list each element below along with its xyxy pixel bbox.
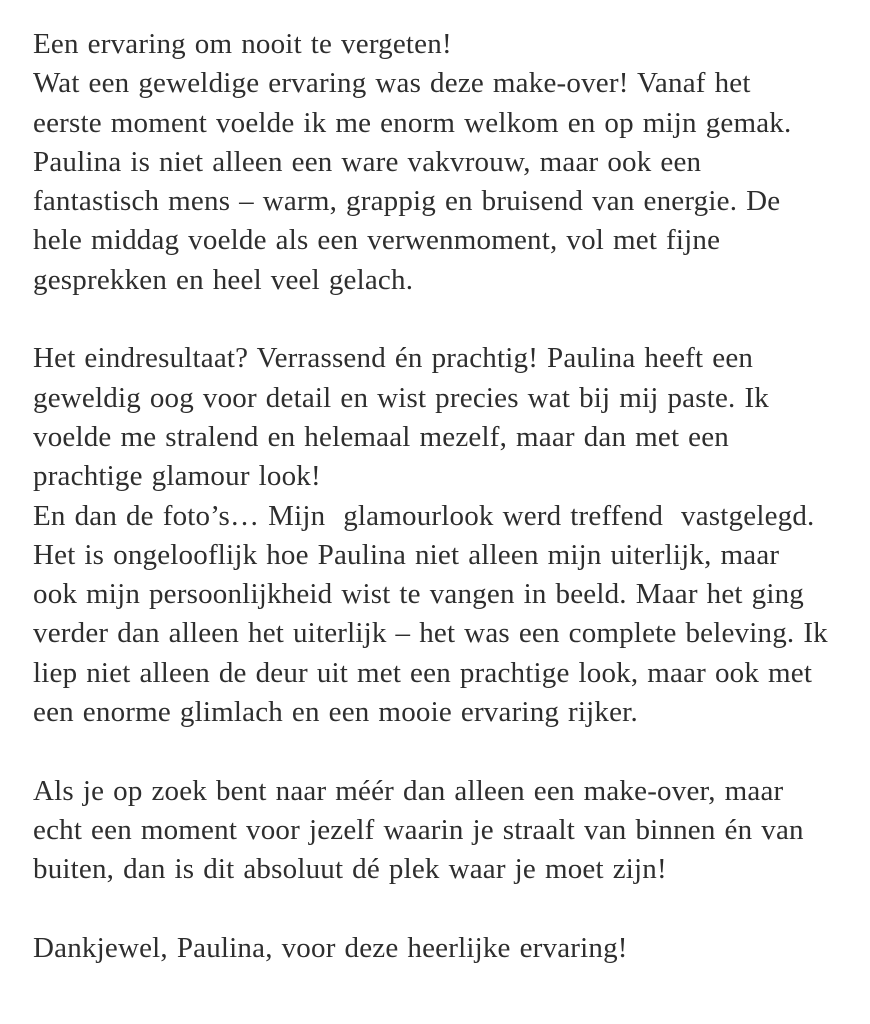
text-line: echt een moment voor jezelf waarin je straalt van binnen én van <box>33 813 804 846</box>
text-line: buiten, dan is dit absoluut dé plek waar je moet zijn! <box>33 853 667 886</box>
text-line: Het eindresultaat? Verrassend én prachtig! Paulina heeft een <box>33 342 754 375</box>
review-text <box>33 25 850 968</box>
text-line: Wat een geweldige ervaring was deze make-over! Vanaf het <box>33 67 751 100</box>
text-line: fantastisch mens – warm, grappig en bruisend van energie. De <box>33 185 781 218</box>
text-line: liep niet alleen de deur uit met een prachtige look, maar ook met <box>33 656 813 689</box>
text-line: En dan de foto’s… Mijn glamourlook werd treffend vastgelegd. <box>33 499 815 532</box>
text-line: Als je op zoek bent naar méér dan alleen een make-over, maar <box>33 774 784 807</box>
text-line: ook mijn persoonlijkheid wist te vangen in beeld. Maar het ging <box>33 578 804 611</box>
text-line: Paulina is niet alleen een ware vakvrouw, maar ook een <box>33 145 702 178</box>
text-line: voelde me stralend en helemaal mezelf, maar dan met een <box>33 420 730 453</box>
text-line: Dankjewel, Paulina, voor deze heerlijke ervaring! <box>33 931 628 964</box>
text-line: hele middag voelde als een verwenmoment, vol met fijne <box>33 224 721 257</box>
text-line: eerste moment voelde ik me enorm welkom en op mijn gemak. <box>33 106 792 139</box>
text-line: Een ervaring om nooit te vergeten! <box>33 28 452 60</box>
text-line: gesprekken en heel veel gelach. <box>33 263 414 296</box>
text-line: prachtige glamour look! <box>33 460 321 493</box>
text-line: Het is ongelooflijk hoe Paulina niet alleen mijn uiterlijk, maar <box>33 538 780 571</box>
paragraph-recommendation <box>33 772 850 890</box>
paragraph-thanks <box>33 929 850 968</box>
text-line: een enorme glimlach en een mooie ervaring rijker. <box>33 696 638 729</box>
paragraph-result <box>33 339 850 732</box>
paragraph-intro <box>33 25 850 300</box>
text-line: verder dan alleen het uiterlijk – het was een complete beleving. Ik <box>33 617 828 650</box>
text-line: geweldig oog voor detail en wist precies wat bij mij paste. Ik <box>33 381 770 414</box>
